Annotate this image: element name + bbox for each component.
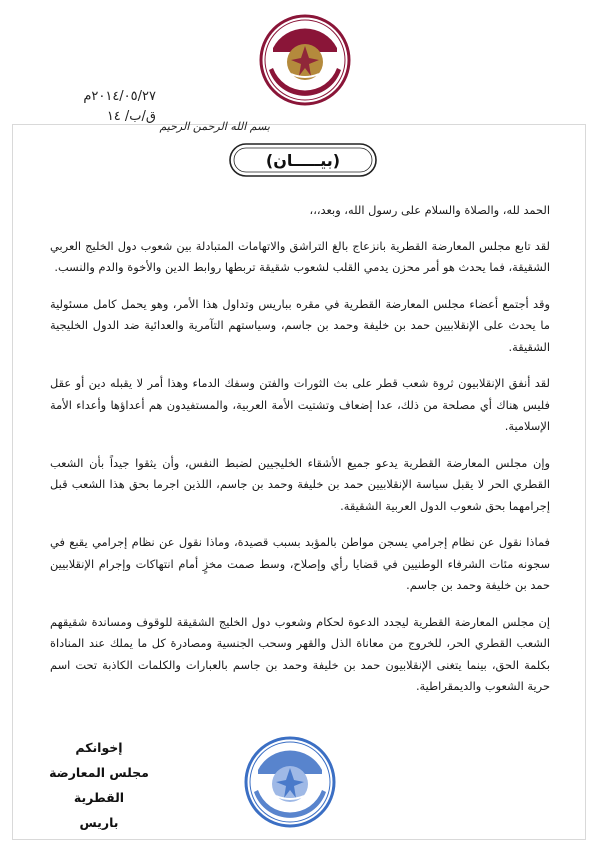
stamp-icon xyxy=(240,730,340,830)
signature-line-1: إخوانكم xyxy=(75,740,123,755)
paragraph-6: إن مجلس المعارضة القطرية ليجدد الدعوة لحكام وشعوب دول الخليج الشقيقة للوقوف ومساندة شقيقهم الشعب القطري الحر، للخروج من معاناة الذل والقهر وسحب الجنسية ومصادرة كل ما يملك عند المناداة بكلمة الحق، بينما يتغنى الإنقلابيون حمد بن خليفة وحمد بن جاسم بالعبارات والكلمات الكاذبة تحت اسم حرية الشعوب والديمقراطية. xyxy=(50,614,550,693)
blue-stamp xyxy=(240,730,340,830)
signature-block xyxy=(44,735,154,835)
document-reference: ق/ب/ ١٤ xyxy=(106,109,156,124)
title-label: (بيـــــان) xyxy=(265,150,341,170)
statement-body xyxy=(50,200,550,713)
paragraph-1: لقد تابع مجلس المعارضة القطرية بانزعاج بالغ التراشق والاتهامات المتبادلة بين شعوب دول الخليج العربي الشقيقة، فما يحدث هو أمر محزن يدمي القلب لشعوب شقيقة تربطها روابط الدين والأخوة والدم والنسب. xyxy=(50,238,550,274)
paragraph-5: فماذا نقول عن نظام إجرامي يسجن مواطن بالمؤبد بسبب قصيدة، وماذا نقول عن نظام إجرامي يقبع في سجونه مئات الشرفاء الوطنيين في قضايا رأي وإصلاح، وسط صمت مخزٍ أمام انتهاكات وإجرام الإنقلابيين حمد بن خليفة وحمد بن جاسم. xyxy=(50,535,550,592)
emblem-icon xyxy=(255,8,355,108)
basmala: بسم الله الرحمن الرحيم xyxy=(159,120,270,133)
greeting: الحمد لله، والصلاة والسلام على رسول الله، وبعد،،، xyxy=(309,203,550,217)
signature-line-2: مجلس المعارضة القطرية xyxy=(49,765,149,805)
qatar-opposition-logo xyxy=(255,8,355,108)
paragraph-4: وإن مجلس المعارضة القطرية يدعو جميع الأشقاء الخليجيين لضبط النفس، وأن يثقوا جيداً بأن الشعب القطري الحر لا يقبل سياسة الإنقلابيين حمد بن خليفة وحمد بن جاسم، اللذين اجرما بحق هذا الشعب قبل إجرامهما بحق شعوب الدول العربية الشقيقة. xyxy=(50,455,550,513)
document-date: ٢٠١٤/٠٥/٢٧م xyxy=(83,89,156,104)
signature-line-3: باريس xyxy=(79,815,119,830)
paragraph-2: وقد أجتمع أعضاء مجلس المعارضة القطرية في مقره بباريس وتداول هذا الأمر، وهو يحمل كامل مسئولية ما يحدث على الإنقلابيين حمد بن خليفة وحمد بن جاسم، وسياستهم التآمرية والعدائية ضد الدول الخليجية الشقيقة. xyxy=(50,296,550,354)
statement-title xyxy=(228,142,378,178)
paragraph-3: لقد أنفق الإنقلابيون ثروة شعب قطر على بث الثورات والفتن وسفك الدماء وهذا أمر لا يقبله دين أو عقل فليس هناك أي مصلحة من ذلك، عدا إضعاف وتشتيت الأمة العربية، والمستفيدون هم أعداؤها وأعداء الأمة الإسلامية. xyxy=(50,376,550,433)
